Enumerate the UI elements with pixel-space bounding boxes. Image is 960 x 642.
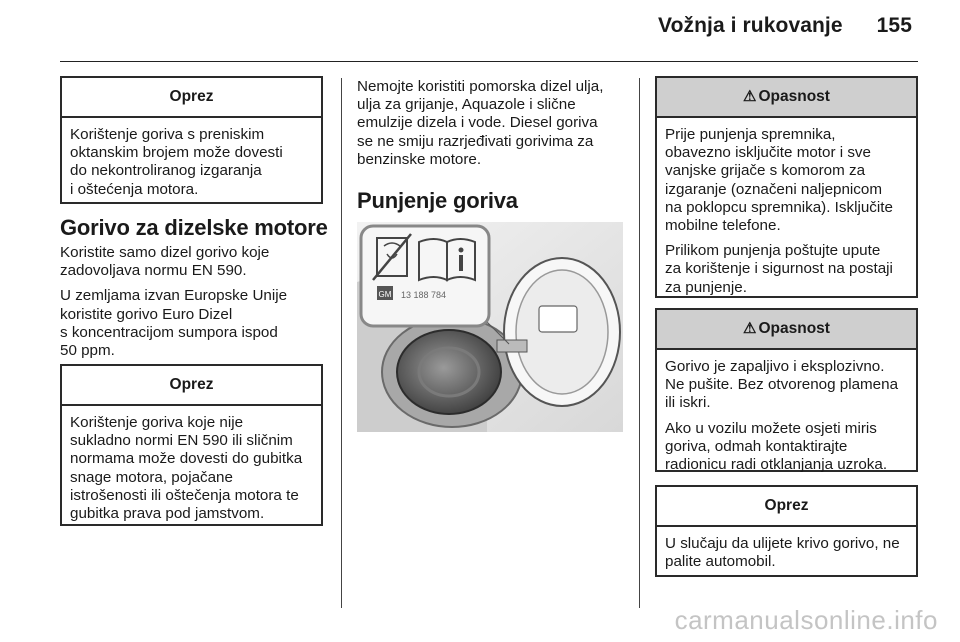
text-line: istrošenosti ili oštečenja motora te [70,486,299,504]
text-line: vanjske grijače s komorom za [665,162,866,180]
text-line: palite automobil. [665,553,776,571]
fuel-flap-illustration [357,222,623,432]
text-line: snage motora, pojačane [70,468,233,486]
text-line: zadovoljava normu EN 590. [60,262,247,280]
gm-mark: GM [378,290,392,299]
text-line: na poklopcu spremnika). Isključite [665,198,893,216]
paragraph [665,126,908,235]
caution-text [657,527,916,579]
text-line: Koristite samo dizel gorivo koje [60,244,270,261]
text-line: Ne pušite. Bez otvorenog plamena [665,376,899,394]
text-line: Gorivo je zapaljivo i eksplozivno. [665,358,885,375]
caution-box-octane [60,76,323,204]
paragraph [665,242,908,297]
chapter-title: Vožnja i rukovanje [658,14,843,37]
watermark: carmanualsonline.info [674,605,938,635]
text-line: oktanskim brojem može dovesti [70,144,283,162]
text-line: mobilne telefone. [665,217,781,235]
caution-heading: Oprez [657,487,916,527]
danger-heading-label: Opasnost [758,88,830,105]
text-line: ili iskri. [665,394,711,412]
page-number: 155 [876,14,912,37]
text-line: Prije punjenja spremnika, [665,126,836,143]
danger-heading-label: Opasnost [758,320,830,337]
text-line: gubitka prava pod jamstvom. [70,505,265,523]
text-line: obavezno isključite motor i sve [665,144,871,162]
text-line: benzinske motore. [357,150,482,168]
text-line: Korištenje goriva s preniskim [70,126,265,143]
danger-heading [657,310,916,350]
text-line: emulzije dizela i vode. Diesel goriva [357,114,598,132]
text-line: izgaranje (označeni naljepnicom [665,180,882,198]
column-divider-left [341,78,342,608]
text-line: Ako u vozilu možete osjeti miris [665,419,877,437]
text-line: U slučaju da ulijete krivo gorivo, ne [665,535,900,552]
text-line: koristite gorivo Euro Dizel [60,305,233,323]
text-line: za punjenje. [665,278,747,296]
text-line: do nekontroliranog izgaranja [70,162,262,180]
danger-box-refuel [655,76,918,298]
text-line: sukladno normi EN 590 ili sličnim [70,432,293,450]
text-line: za korištenje i sigurnost na postaji [665,260,893,278]
caution-text [62,406,321,531]
text-line: normama može dovesti do gubitka [70,450,303,468]
header-rule [60,61,918,62]
diesel-paragraphs [60,244,330,367]
text-line: i oštećenja motora. [70,180,199,198]
paragraph [665,420,908,475]
text-line: Korištenje goriva koje nije [70,414,244,431]
danger-text [657,350,916,482]
marine-diesel-paragraph [357,78,637,169]
caution-heading: Oprez [62,366,321,406]
text-line: ulja za grijanje, Aquazole i slične [357,96,576,114]
text-line: Nemojte koristiti pomorska dizel ulja, [357,78,604,95]
warning-triangle-icon: ⚠ [743,320,757,337]
column-divider-right [639,78,640,608]
section-heading-diesel: Gorivo za dizelske motore [60,215,328,240]
text-line: s koncentracijom sumpora ispod [60,323,278,341]
paragraph [60,287,330,360]
text-line: 50 ppm. [60,342,115,360]
danger-heading [657,78,916,118]
paragraph [60,244,330,280]
section-heading-refuel: Punjenje goriva [357,188,518,213]
text-line: Prilikom punjenja poštujte upute [665,242,881,260]
fuel-flap-drawing [357,222,623,432]
danger-text [657,118,916,305]
text-line: goriva, odmah kontaktirajte [665,437,848,455]
caution-box-en590 [60,364,323,526]
warning-triangle-icon: ⚠ [743,88,757,105]
caution-heading: Oprez [62,78,321,118]
caution-box-wrong-fuel [655,485,918,577]
page-header [658,14,912,38]
text-line: U zemljama izvan Europske Unije [60,287,288,305]
caution-text [62,118,321,207]
figure-code: 13 188 784 [401,290,447,300]
text-line: se ne smiju razrjeđivati gorivima za [357,132,594,150]
danger-box-flammable [655,308,918,472]
text-line: radionicu radi otklanjanja uzroka. [665,456,888,474]
paragraph [665,358,908,413]
